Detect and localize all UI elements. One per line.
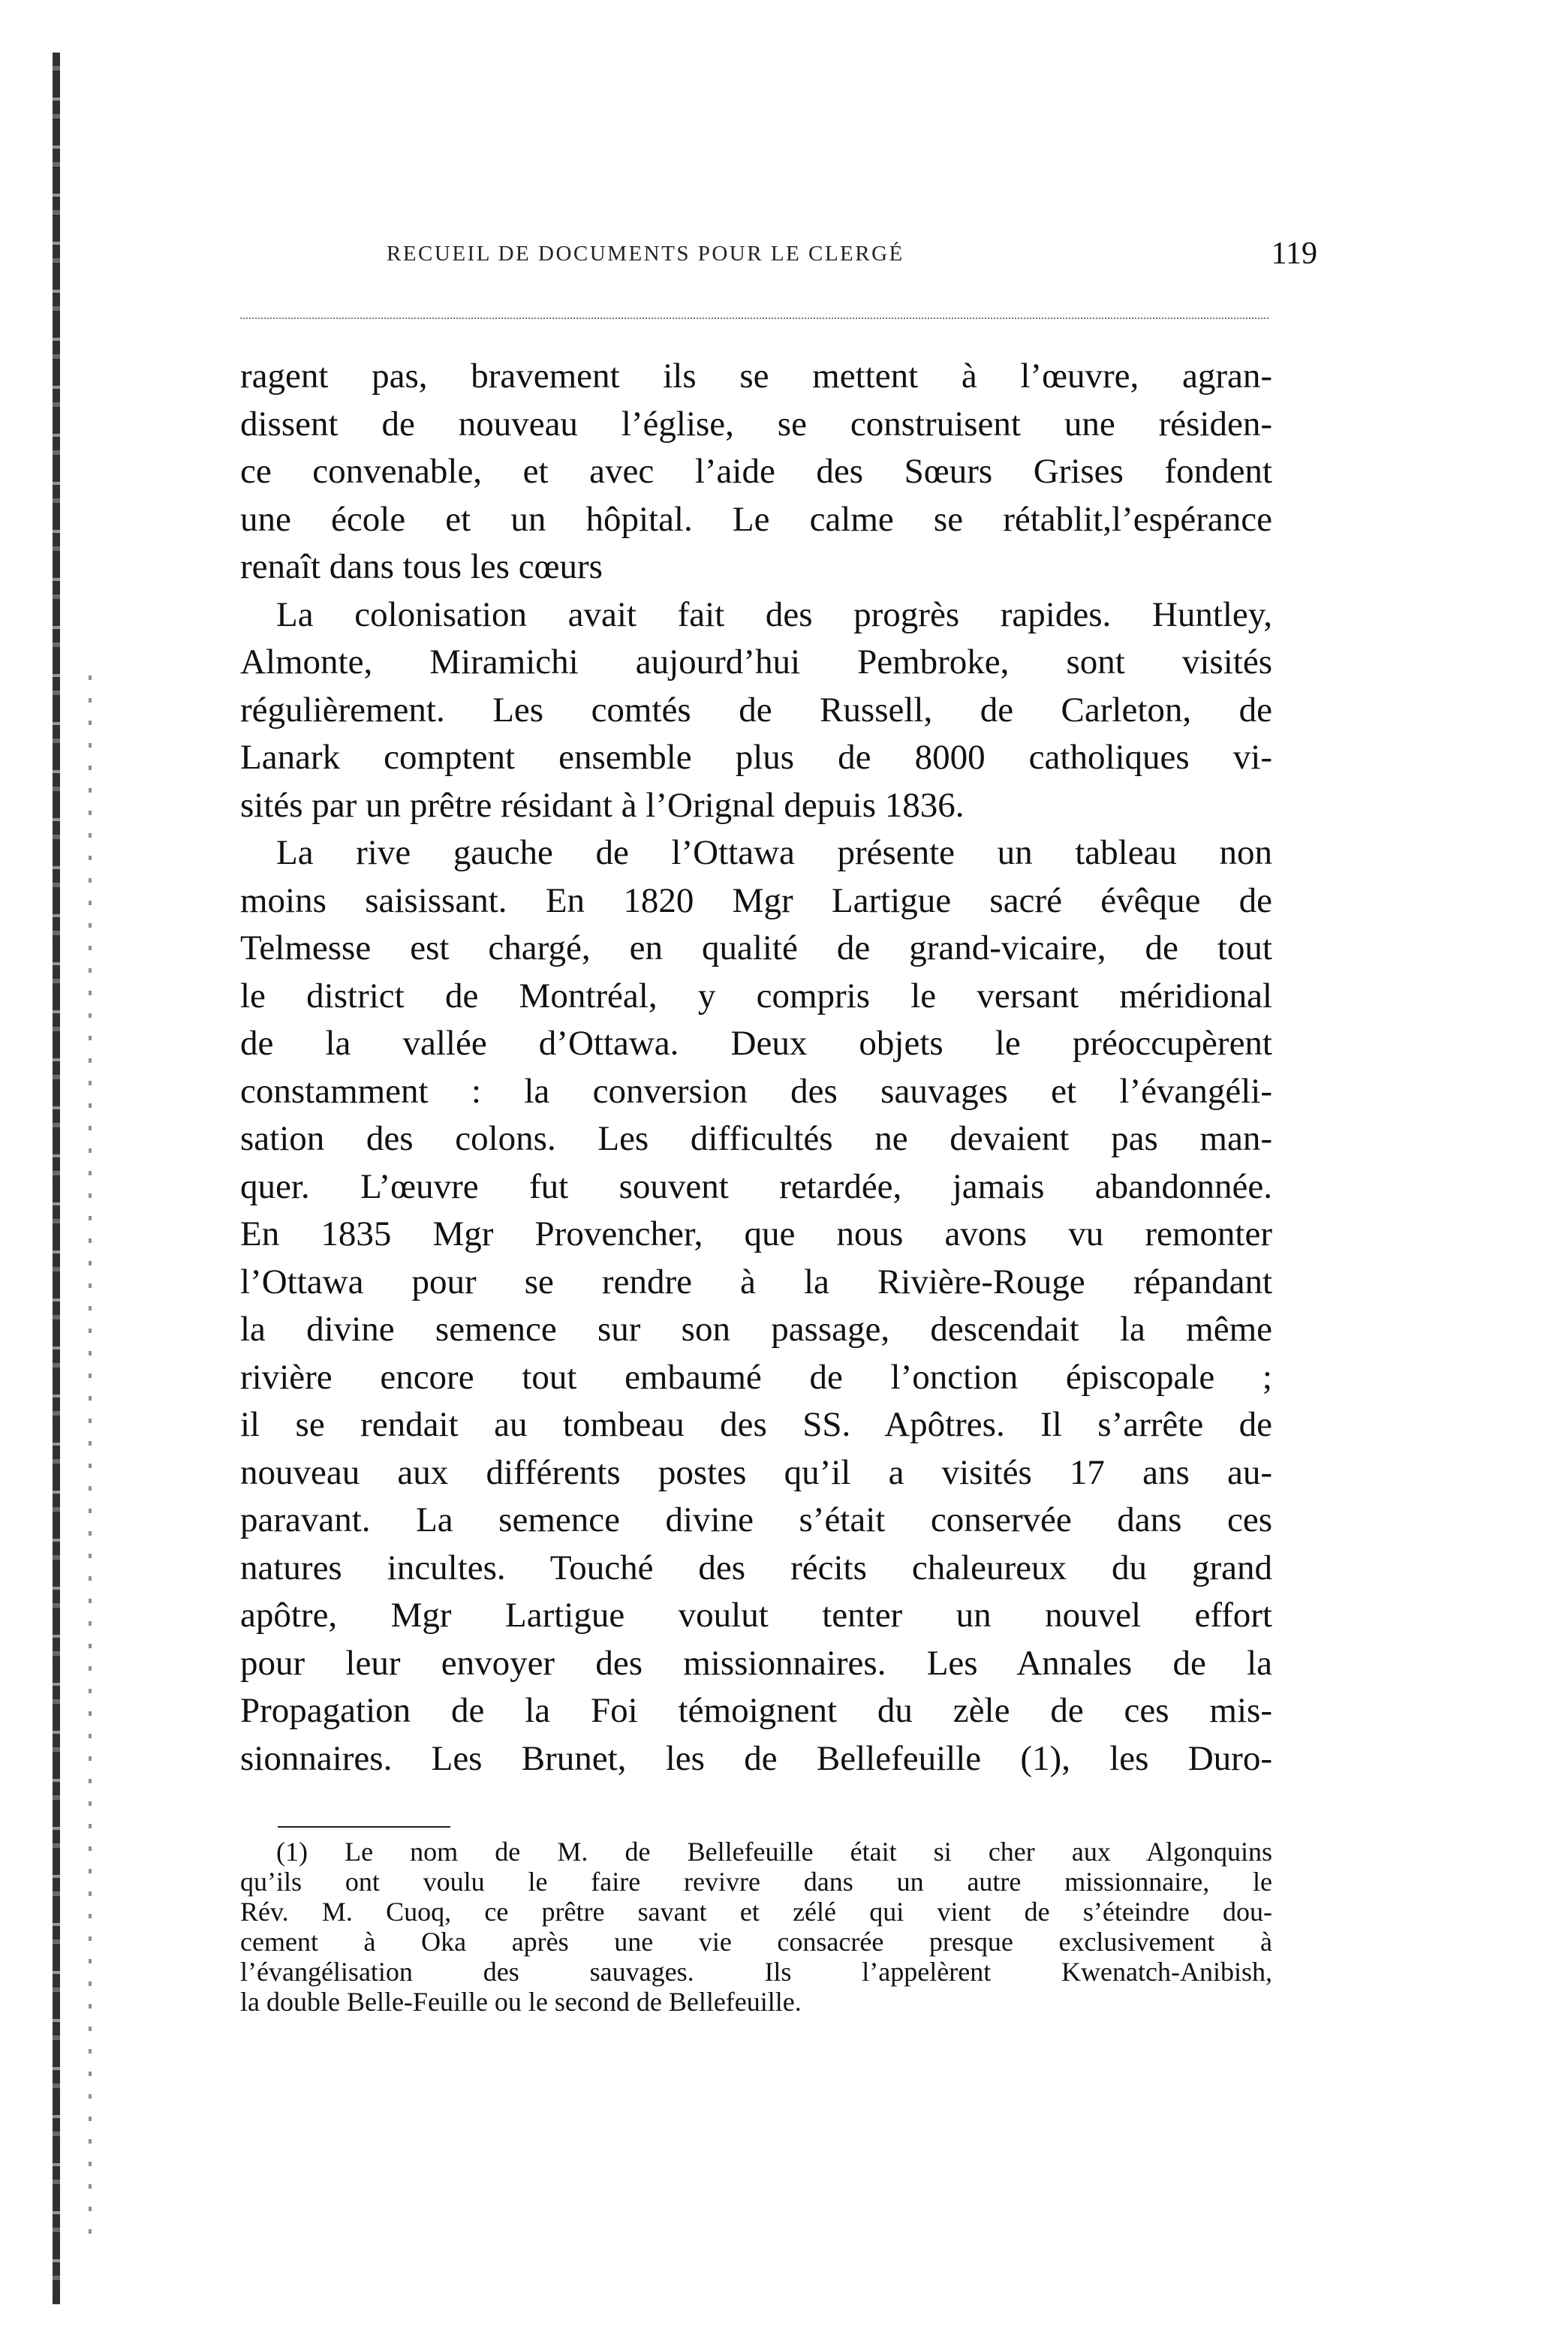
body-line: rivière encore tout embaumé de l’onction épiscopale ; xyxy=(240,1357,1272,1397)
body-line: une école et un hôpital. Le calme se rétablit,l’espérance xyxy=(240,499,1272,539)
body-line: sionnaires. Les Brunet, les de Bellefeuille (1), les Duro- xyxy=(240,1738,1272,1778)
body-line: natures incultes. Touché des récits chaleureux du grand xyxy=(240,1548,1272,1587)
body-line: le district de Montréal, y compris le versant méridional xyxy=(240,976,1272,1016)
body-line: ragent pas, bravement ils se mettent à l’œuvre, agran- xyxy=(240,357,1272,396)
body-line: moins saisissant. En 1820 Mgr Lartigue sacré évêque de xyxy=(240,880,1272,920)
body-line: dissent de nouveau l’église, se construisent une résiden- xyxy=(240,404,1272,444)
binding-edge-shadow xyxy=(89,676,92,2252)
body-line: Lanark comptent ensemble plus de 8000 catholiques vi- xyxy=(240,738,1272,777)
body-line: quer. L’œuvre fut souvent retardée, jamais abandonnée. xyxy=(240,1166,1272,1206)
footnote-line: qu’ils ont voulu le faire revivre dans un autre missionnaire, le xyxy=(240,1867,1272,1897)
page-header xyxy=(387,236,1317,284)
binding-edge xyxy=(53,53,60,2304)
footnote-rule xyxy=(278,1826,450,1828)
body-line: apôtre, Mgr Lartigue voulut tenter un nouvel effort xyxy=(240,1596,1272,1635)
body-line: ce convenable, et avec l’aide des Sœurs Grises fondent xyxy=(240,452,1272,491)
body-line: paravant. La semence divine s’était conservée dans ces xyxy=(240,1500,1272,1539)
body-line: de la vallée d’Ottawa. Deux objets le préoccupèrent xyxy=(240,1024,1272,1063)
body-line: Telmesse est chargé, en qualité de grand-vicaire, de tout xyxy=(240,928,1272,967)
body-line: il se rendait au tombeau des SS. Apôtres. Il s’arrête de xyxy=(240,1405,1272,1444)
footnote-line: l’évangélisation des sauvages. Ils l’appelèrent Kwenatch-Anibish, xyxy=(240,1957,1272,1987)
footnote-line: la double Belle-Feuille ou le second de Bellefeuille. xyxy=(240,1987,802,2017)
running-title: RECUEIL DE DOCUMENTS POUR LE CLERGÉ xyxy=(387,242,904,266)
footnote-line: (1) Le nom de M. de Bellefeuille était si cher aux Algonquins xyxy=(276,1837,1272,1867)
footnote-line: cement à Oka après une vie consacrée presque exclusivement à xyxy=(240,1927,1272,1957)
body-line: En 1835 Mgr Provencher, que nous avons vu remonter xyxy=(240,1214,1272,1253)
body-line: régulièrement. Les comtés de Russell, de Carleton, de xyxy=(240,690,1272,730)
body-line: Almonte, Miramichi aujourd’hui Pembroke, sont visités xyxy=(240,642,1272,682)
body-line: La colonisation avait fait des progrès rapides. Huntley, xyxy=(276,594,1272,634)
body-line: la divine semence sur son passage, descendait la même xyxy=(240,1310,1272,1349)
body-line: nouveau aux différents postes qu’il a visités 17 ans au- xyxy=(240,1452,1272,1492)
body-line: l’Ottawa pour se rendre à la Rivière-Rouge répandant xyxy=(240,1262,1272,1301)
footnote-line: Rév. M. Cuoq, ce prêtre savant et zélé qui vient de s’éteindre dou- xyxy=(240,1897,1272,1927)
body-line: renaît dans tous les cœurs xyxy=(240,547,603,586)
body-line: sités par un prêtre résidant à l’Orignal depuis 1836. xyxy=(240,785,965,825)
footnote xyxy=(240,1837,1272,2017)
page-number: 119 xyxy=(1271,236,1317,271)
body-line: sation des colons. Les difficultés ne devaient pas man- xyxy=(240,1119,1272,1158)
body-line: Propagation de la Foi témoignent du zèle de ces mis- xyxy=(240,1691,1272,1730)
body-line: constamment : la conversion des sauvages et l’évangéli- xyxy=(240,1071,1272,1111)
body-line: La rive gauche de l’Ottawa présente un tableau non xyxy=(276,833,1272,872)
body-text xyxy=(240,353,1272,1783)
body-line: pour leur envoyer des missionnaires. Les Annales de la xyxy=(240,1643,1272,1683)
header-rule xyxy=(240,317,1269,319)
